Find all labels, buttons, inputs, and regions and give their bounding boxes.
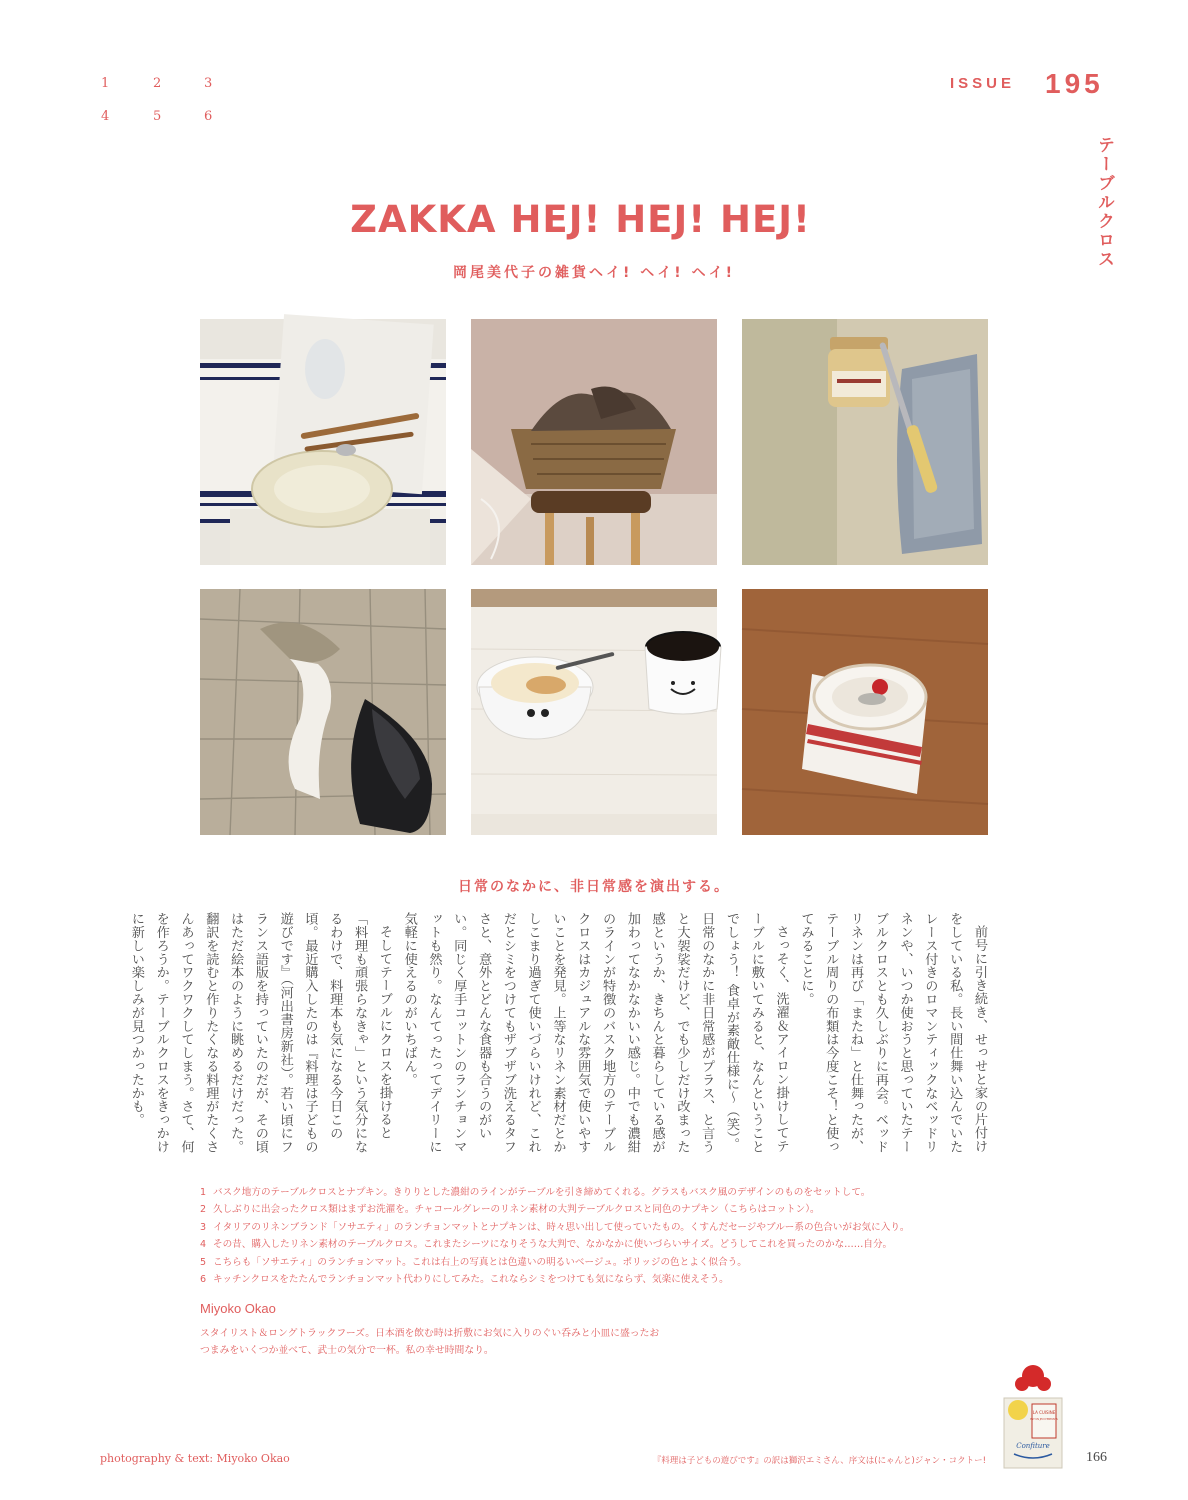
photo-index-1: 1: [101, 76, 110, 91]
book-script: Confiture: [1016, 1442, 1050, 1450]
author-name: Miyoko Okao: [200, 1301, 276, 1316]
photo-index-4: 4: [101, 109, 110, 124]
book-badge-sub: EST UN JEU D'ENFANTS: [1030, 1418, 1058, 1421]
photo-index-5: 5: [153, 109, 162, 124]
photo-6-image: [742, 589, 988, 835]
body-paragraph-1: 前号に引き続き、せっせと家の片付けをしている私。長い間仕舞い込んでいたレース付きのロマンティックなベッドリネンや、いつか使おうと思っていたテーブルクロスとも久しぶりに再会。ベッドリネンは再び「またね」と仕舞ったが、テーブル周りの布類は今度こそ！と使ってみることに。: [798, 912, 987, 1154]
caption-2: 2 久しぶりに出会ったクロス類はまずお洗濯を。チャコールグレーのリネン素材の大判テーブルクロスと同色のナプキン（こちらはコットン）。: [200, 1204, 820, 1216]
author-bio: スタイリスト＆ロングトラックフーズ。日本酒を飲む時は折敷にお気に入りのぐい呑みと小皿に盛ったおつまみをいくつか並べて、武士の気分で一杯。私の幸せ時間なり。: [200, 1328, 660, 1356]
photo-6: [742, 589, 988, 835]
caption-6: 6 キッチンクロスをたたんでランチョンマット代わりにしてみた。これならシミをつけても気にならず、気楽に使えそう。: [200, 1273, 729, 1285]
article-body: [128, 912, 991, 1162]
photo-credit: photography & text: Miyoko Okao: [100, 1452, 290, 1465]
book-badge-top: LA CUISINE: [1032, 1410, 1056, 1415]
photo-index-3: 3: [204, 76, 213, 91]
page-subtitle: 岡尾美代子の雑貨ヘイ! ヘイ! ヘイ!: [453, 265, 735, 281]
book-cover-image: [1000, 1362, 1066, 1472]
photo-2: [471, 319, 717, 565]
photo-1-image: [200, 319, 446, 565]
photo-index-2: 2: [153, 76, 162, 91]
issue-label: ISSUE: [950, 75, 1016, 92]
photo-3-image: [742, 319, 988, 565]
photo-1: [200, 319, 446, 565]
photo-2-image: [471, 319, 717, 565]
article-lead: 日常のなかに、非日常感を演出する。: [458, 879, 730, 895]
photo-4: [200, 589, 446, 835]
photo-captions: [200, 1184, 1000, 1288]
photo-index-6: 6: [204, 109, 213, 124]
caption-1: 1 バスク地方のテーブルクロスとナプキン。きりりとした濃紺のラインがテーブルを引き締めてくれる。グラスもバスク風のデザインのものをセットして。: [200, 1187, 871, 1198]
photo-5-image: [471, 589, 717, 835]
caption-3: 3 イタリアのリネンブランド「ソサエティ」のランチョンマットとナプキンは、時々思い出して使っていたもの。くすんだセージやブルー系の色合いがお気に入り。: [200, 1221, 910, 1233]
photo-3: [742, 319, 988, 565]
category-label: テーブルクロス: [1094, 136, 1114, 269]
page-number: 166: [1086, 1450, 1107, 1465]
issue-number: 195: [1045, 68, 1104, 99]
footnote: 『料理は子どもの遊びです』の訳は獅沢エミさん、序文は(にゃんと)ジャン・コクトー!: [652, 1456, 986, 1466]
page-title: ZAKKA HEJ! HEJ! HEJ!: [350, 198, 811, 241]
body-paragraph-2: さっそく、洗濯＆アイロン掛けしてテーブルに敷いてみると、なんということでしょう！ 食卓が素敵仕様に〜（笑）。日常のなかに非日常感がプラス、と言うと大袈裟だけど、でも少しだけ改まった感というか、きちんと暮らしている感が加わってなかなかいい感じ。中でも濃紺のラインが特徴のバスク地方のテーブルクロスはカジュアルな雰囲気で使いやすいことを発見。上等なリネン素材だとかしこまり過ぎて使いづらいけれど、これだとシミをつけてもザブザブ洗えるタフさと、意外とどんな食器も合うのがいい。同じく厚手コットンのランチョンマットも然り。なんてったってデイリーに気軽に使えるのがいちばん。: [401, 912, 789, 1154]
photo-4-image: [200, 589, 446, 835]
book-cover-illustration: [1000, 1362, 1066, 1472]
caption-5: 5 こちらも「ソサエティ」のランチョンマット。これは右上の写真とは色違いの明るいベージュ。ポリッジの色とよく似合う。: [200, 1256, 747, 1268]
body-paragraph-3: そしてテーブルにクロスを掛けると「料理も頑張らなきゃ」という気分になるわけで、料理本も気になる今日この頃。最近購入したのは『料理は子どもの遊びです』（河出書房新社）。若い頃にフランス語版を持っていたのだが、その頃はただ絵本のように眺めるだけだった。翻訳を読むと作りたくなる料理がたくさんあってワクワクしてしまう。さて、何を作ろうか。テーブルクロスをきっかけに新しい楽しみが見つかったかも。: [128, 912, 392, 1154]
photo-5: [471, 589, 717, 835]
caption-4: 4 その昔、購入したリネン素材のテーブルクロス。これまたシーツになりそうな大判で、なかなかに使いづらいサイズ。どうしてこれを買ったのかな……自分。: [200, 1239, 893, 1251]
